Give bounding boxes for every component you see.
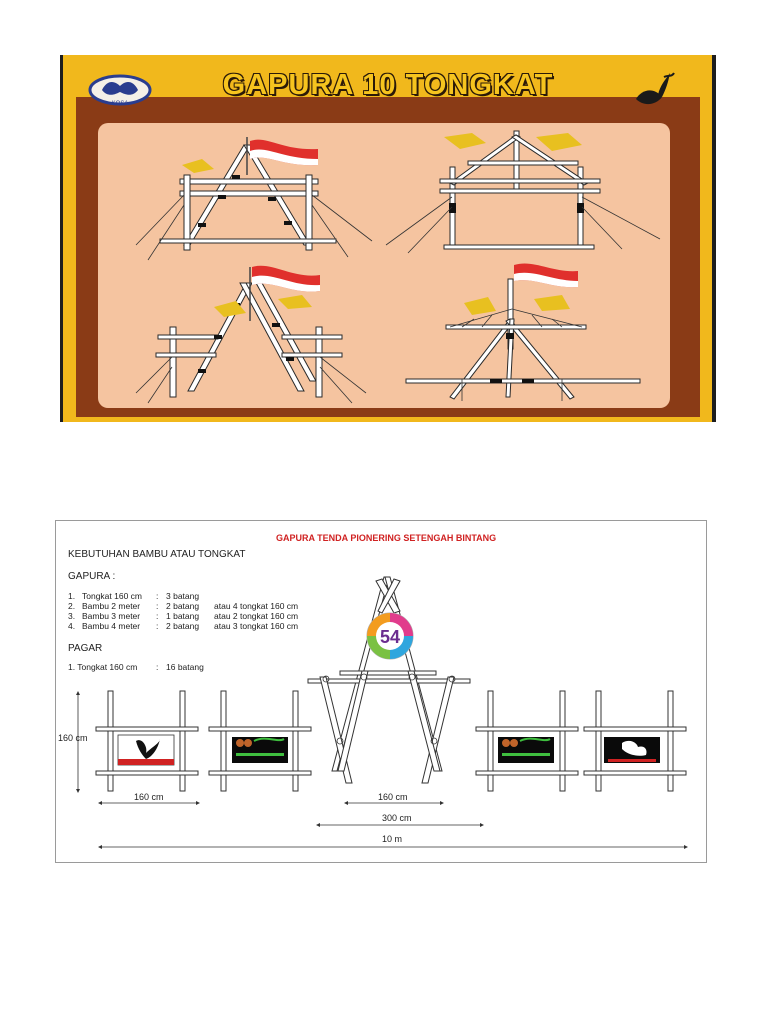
- dim-panel-width-label: 160 cm: [134, 792, 164, 802]
- dim-height-label: 160 cm: [58, 733, 88, 743]
- sketch-tripod-gate-flags: [402, 259, 672, 409]
- req-colon: :: [156, 591, 159, 601]
- req-qty: 2 batang: [166, 601, 200, 611]
- anniversary-54-logo-icon: [365, 611, 415, 661]
- fence-sign-green: [232, 737, 288, 763]
- req-qty: 3 batang: [166, 591, 200, 601]
- req-name: Bambu 4 meter: [82, 621, 141, 631]
- tunas-kelapa-icon: [632, 69, 676, 109]
- req-number: 4.: [68, 621, 76, 631]
- needs-heading: KEBUTUHAN BAMBU ATAU TONGKAT: [68, 549, 246, 560]
- poster-left-border: [60, 55, 63, 422]
- req-number: 1.: [68, 591, 76, 601]
- pagar-item-name: 1. Tongkat 160 cm: [68, 662, 138, 672]
- req-qty: 2 batang: [166, 621, 200, 631]
- gate-structure: [308, 577, 470, 783]
- req-colon: :: [156, 601, 159, 611]
- pagar-item-qty: 16 batang: [166, 662, 204, 672]
- poster-gapura-10-tongkat: [62, 55, 714, 422]
- sketch-a-frame-flag: [132, 135, 382, 270]
- gapura-heading: GAPURA :: [68, 571, 116, 582]
- req-alt: atau 4 tongkat 160 cm: [214, 601, 299, 611]
- poster-logo-text: KOSA: [111, 101, 129, 107]
- pagar-heading: PAGAR: [68, 643, 103, 654]
- req-alt: atau 2 tongkat 160 cm: [214, 611, 299, 621]
- gapura-plan-diagram: [55, 520, 707, 863]
- poster-title: GAPURA 10 TONGKAT: [222, 69, 554, 101]
- plan-drawing: [56, 521, 706, 862]
- dim-gate-inner-label: 160 cm: [378, 792, 408, 802]
- sketch-roof-gate: [382, 127, 672, 262]
- req-name: Tongkat 160 cm: [82, 591, 143, 601]
- fence-sign-black: [604, 737, 660, 763]
- dim-gate-outer-label: 300 cm: [382, 813, 412, 823]
- poster-right-border: [712, 55, 716, 422]
- pagar-item-colon: :: [156, 662, 159, 672]
- logo-54-text: 54: [379, 627, 401, 647]
- plan-title: GAPURA TENDA PIONERING SETENGAH BINTANG: [276, 533, 497, 543]
- req-number: 3.: [68, 611, 76, 621]
- fence-sign-green: [498, 737, 554, 763]
- fence-sign-bird: [118, 735, 174, 765]
- dim-total-label: 10 m: [382, 834, 403, 844]
- req-qty: 1 batang: [166, 611, 200, 621]
- req-number: 2.: [68, 601, 76, 611]
- req-colon: :: [156, 611, 159, 621]
- sketch-star-gate-flag: [132, 261, 382, 411]
- scout-logo-icon: [88, 72, 152, 108]
- req-alt: atau 3 tongkat 160 cm: [214, 621, 299, 631]
- req-name: Bambu 2 meter: [82, 601, 141, 611]
- req-colon: :: [156, 621, 159, 631]
- dimension-lines: [78, 693, 686, 847]
- req-name: Bambu 3 meter: [82, 611, 141, 621]
